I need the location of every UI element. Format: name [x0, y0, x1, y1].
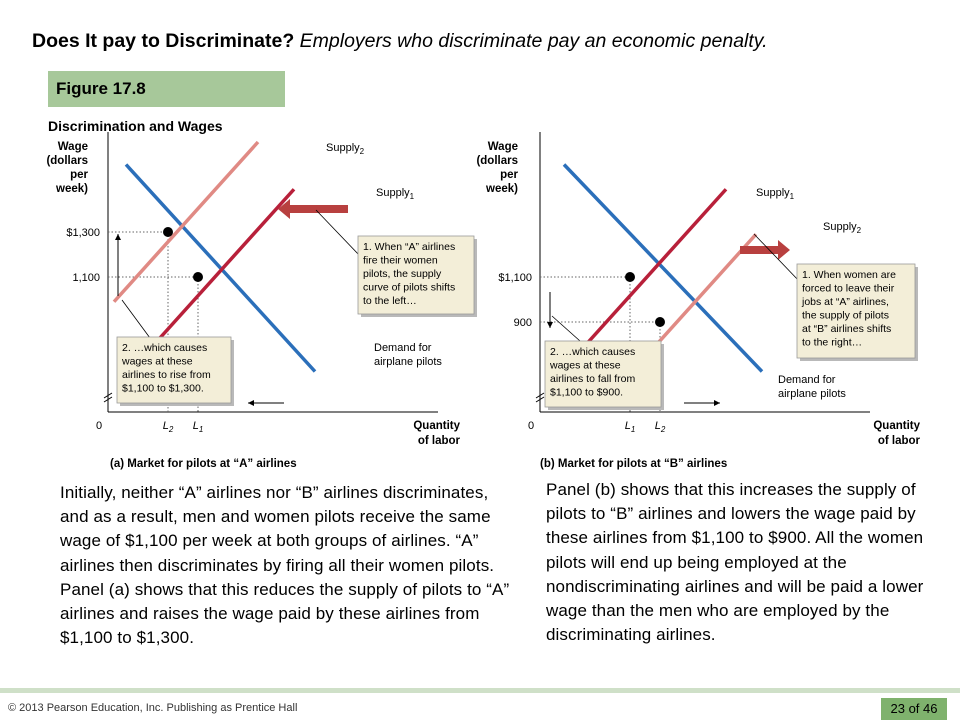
callout-text: the supply of pilots: [802, 309, 889, 322]
callout-text: 2. …which causes: [550, 346, 636, 358]
origin-label: 0: [96, 420, 103, 432]
callout-leader: [316, 210, 360, 256]
x-tick-label: $L_2$: [162, 420, 174, 434]
figure-label: Figure 17.8: [48, 71, 285, 107]
x-tick-label: $L_1$: [624, 420, 636, 434]
page-number: 23 of 46: [881, 698, 947, 720]
demand-label: airplane pilots: [778, 388, 846, 400]
callout-text: pilots, the supply: [363, 268, 442, 280]
y-axis-label: per: [70, 169, 88, 181]
demand-label: Demand for: [778, 374, 836, 386]
demand-curve: [564, 165, 762, 372]
y-axis-label: week): [486, 183, 518, 195]
equilibrium-point: [655, 317, 665, 327]
supply1-label: Supply$_1$: [756, 187, 795, 201]
paragraph-right: Panel (b) shows that this increases the supply of pilots to “B” airlines and lowers the wage paid by these airlines from $1,100 to $900. All the women pilots will end up being employed at the nondiscriminating airlines and will be paid a lower wage than the men who are employed by the discriminating airlines.: [546, 480, 924, 645]
slide-title-italic: Employers who discriminate pay an economic penalty.: [299, 30, 768, 52]
panel-caption: (b) Market for pilots at “B” airlines: [540, 458, 728, 470]
x-tick-label: $L_1$: [192, 420, 204, 434]
callout-leader: [122, 300, 150, 338]
callout-leader: [552, 316, 580, 341]
callout-text: $1,100 to $1,300.: [122, 382, 204, 395]
y-axis-label: Wage: [57, 141, 88, 153]
callout-text: fire their women: [363, 254, 438, 267]
supply2-label: Supply$_2$: [823, 221, 862, 235]
supply1-curve: [582, 189, 726, 349]
x-axis-label: Quantity: [413, 420, 460, 432]
paragraph-left: Initially, neither “A” airlines nor “B” airlines discriminates, and as a result, men and women pilots receive the same wage of $1,100 per week at both groups of airlines. “A” airlines then discriminates by firing all their women pilots. Panel (a) shows that this reduces the supply of pilots to “A” airlines and raises the wage paid by these airlines from $1,100 to $1,300.: [60, 483, 510, 648]
callout-text: jobs at “A” airlines,: [802, 296, 889, 308]
callout-text: airlines to fall from: [550, 373, 636, 385]
supply2-curve: [114, 142, 258, 302]
figure-subtitle: Discrimination and Wages: [48, 118, 223, 134]
callout-text: 1. When “A” airlines: [363, 241, 456, 253]
callout-leader: [754, 234, 800, 282]
y-axis-label: Wage: [487, 141, 518, 153]
y-tick-label: 900: [513, 317, 532, 329]
callout-text: wages at these: [550, 359, 621, 372]
callout-text: 2. …which causes: [122, 342, 208, 354]
x-axis-label: Quantity: [873, 420, 920, 432]
panel-caption: (a) Market for pilots at “A” airlines: [110, 458, 297, 470]
x-axis-label: of labor: [877, 435, 920, 447]
copyright: © 2013 Pearson Education, Inc. Publishing as Prentice Hall: [8, 702, 298, 714]
callout-text: 1. When women are: [802, 269, 896, 281]
supply1-label: Supply$_1$: [376, 187, 415, 201]
callout-text: curve of pilots shifts: [363, 281, 456, 294]
y-tick-label: 1,100: [72, 272, 100, 284]
panel-a: [46, 132, 477, 470]
y-axis-label: week): [56, 183, 88, 195]
y-tick-label: $1,300: [66, 227, 100, 239]
x-axis-label: of labor: [417, 435, 460, 447]
supply2-label: Supply$_2$: [326, 142, 365, 156]
slide-title-bold: Does It pay to Discriminate?: [32, 30, 295, 52]
equilibrium-point: [193, 272, 203, 282]
callout-text: wages at these: [122, 355, 193, 368]
callout-text: to the left…: [363, 295, 417, 307]
callout-text: $1,100 to $900.: [550, 386, 623, 399]
panel-b: [476, 132, 920, 470]
y-axis-label: per: [500, 169, 518, 181]
shift-arrow: [278, 199, 348, 219]
demand-label: airplane pilots: [374, 356, 442, 368]
origin-label: 0: [528, 420, 535, 432]
callout-text: airlines to rise from: [122, 369, 211, 381]
callout-text: forced to leave their: [802, 282, 895, 295]
callout-text: to the right…: [802, 336, 863, 349]
x-tick-label: $L_2$: [654, 420, 666, 434]
equilibrium-point: [163, 227, 173, 237]
y-axis-label: (dollars: [46, 155, 88, 167]
y-tick-label: $1,100: [498, 272, 532, 284]
callout-text: at “B” airlines shifts: [802, 323, 892, 335]
y-axis-label: (dollars: [476, 155, 518, 167]
equilibrium-point: [625, 272, 635, 282]
demand-label: Demand for: [374, 342, 432, 354]
footer-divider: [0, 688, 960, 693]
